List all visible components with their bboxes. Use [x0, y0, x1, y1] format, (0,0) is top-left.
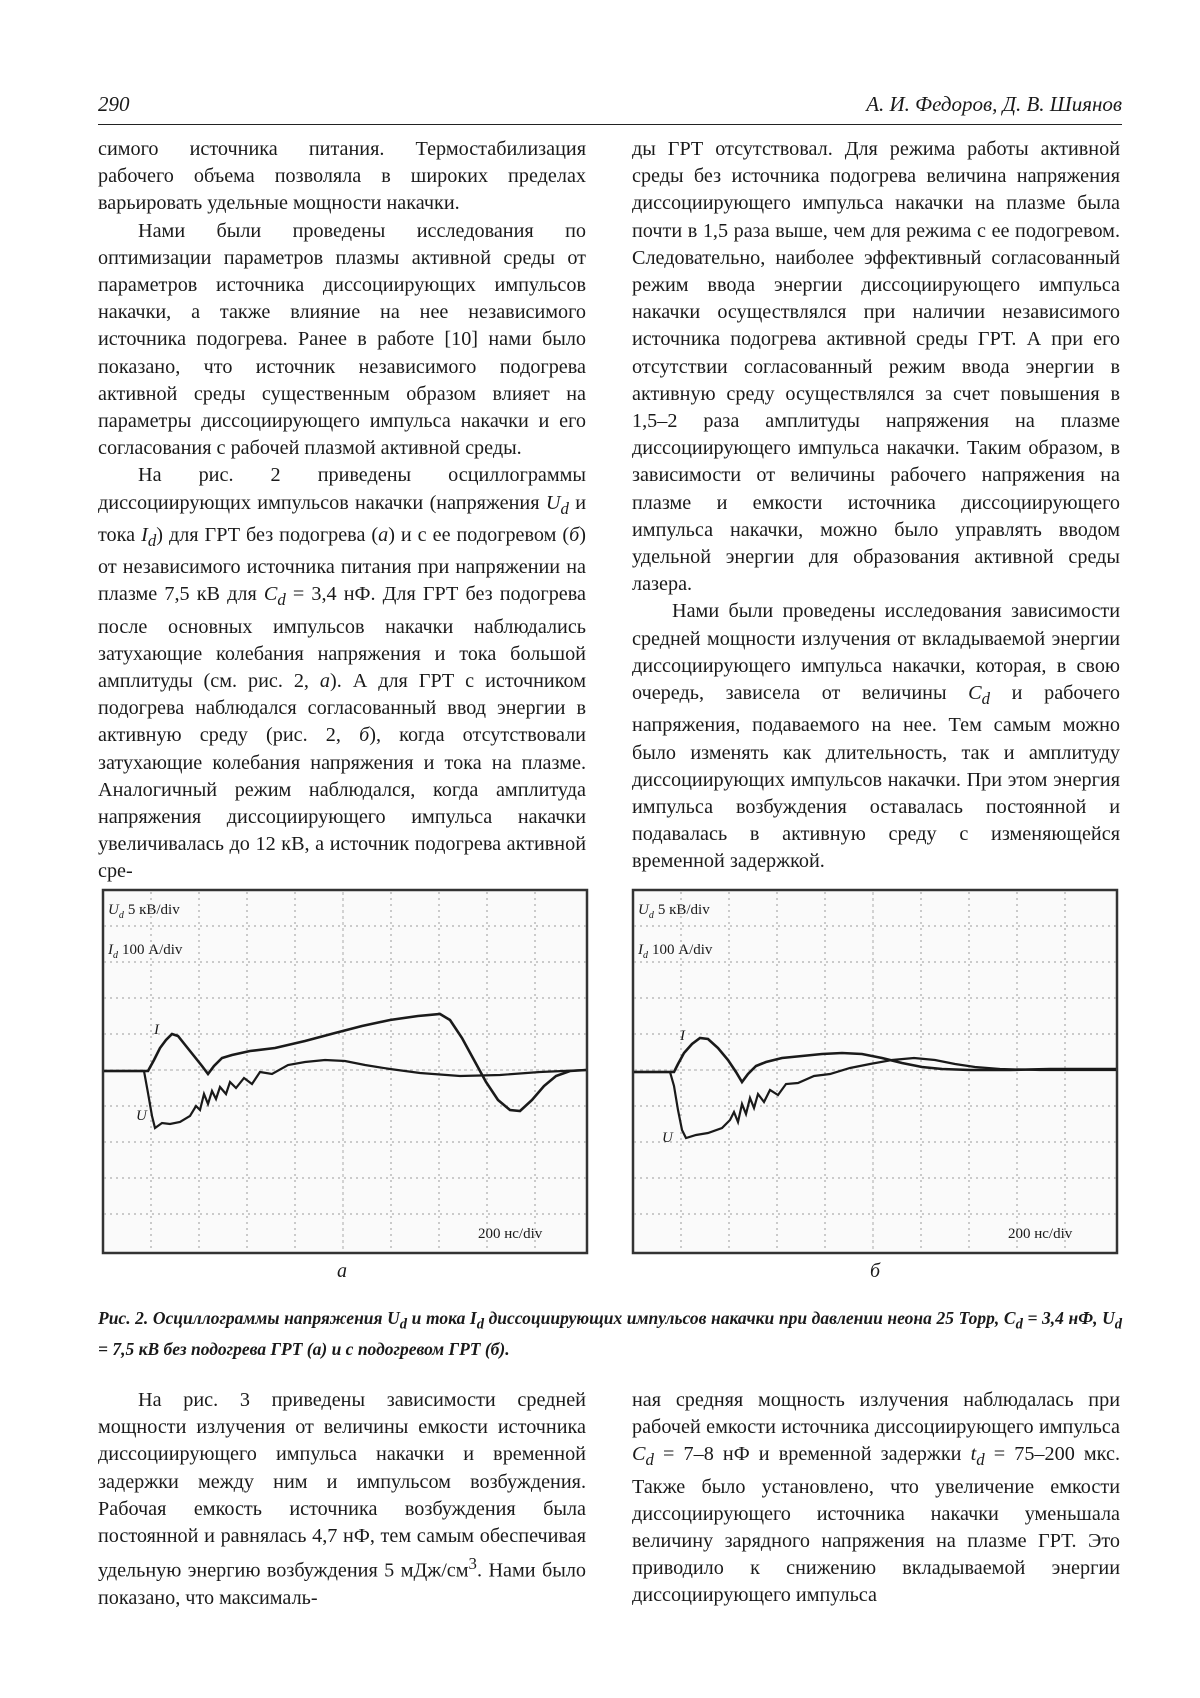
right-column-bottom — [632, 1387, 1120, 1610]
paragraph-fig2-intro: На рис. 2 приведены осциллограммы диссоциирующих импульсов накачки (напряжения $U_d$ и тока $I_d$) для ГРТ без подогрева (а) и с ее подогревом (б) от независимого источника питания при напряжении на плазме 7,5 кВ для $C_d = 3,4$ нФ. Для ГРТ без подогрева после основных импульсов накачки наблюдались затухающие колебания напряжения и тока большой амплитуды (см. рис. 2, а). А для ГРТ с источником подогрева наблюдался согласованный ввод энергии в активную среду (рис. 2, б), когда отсутствовали затухающие колебания напряжения и тока на плазме. Аналогичный режим наблюдался, когда амплитуда напряжения диссоциирующего импульса накачки увеличивалась до 12 кВ, а источник подогрева активной сре- — [98, 464, 586, 883]
paragraph: ды ГРТ отсутствовал. Для режима работы активной среды без источника подогрева величина напряжения диссоциирующего импульса накачки на плазме была почти в 1,5 раза выше, чем для режима с ее подогревом. Следовательно, наиболее эффективный согласованный режим ввода энергии диссоциирующего импульса накачки осуществлялся при наличии независимого источника подогрева активной среды ГРТ. А при его отсутствии согласованный режим ввода энергии в активную среду осуществлялся за счет повышения в 1,5–2 раза амплитуды напряжения на плазме диссоциирующего импульса накачки. Таким образом, в зависимости от величины рабочего напряжения на плазме и емкости источника диссоциирующего импульса накачки, можно было управлять вводом удельной энергии для образования активной среды лазера. — [632, 138, 1120, 596]
i-scale-label: $I_d$ 100 А/div — [638, 942, 713, 961]
i-scale-label: $I_d$ 100 А/div — [108, 942, 183, 961]
curve-label-i: I — [680, 1028, 685, 1044]
page-number: 290 — [98, 92, 130, 116]
time-scale-label: 200 нс/div — [1008, 1226, 1073, 1242]
paragraph: Нами были проведены исследования зависимости средней мощности излучения от вкладываемой энергии диссоциирующего импульса накачки, которая, в свою очередь, зависела от величины $C_d$ и рабочего напряжения, подаваемого на нее. Тем самым можно было изменять как длительность, так и амплитуду диссоциирующих импульсов накачки. При этом энергия импульса возбуждения оставалась постоянной и подавалась в активную среду с изменяющейся временной задержкой. — [632, 600, 1120, 873]
figure-caption: Рис. 2. Осциллограммы напряжения $U_d$ и тока $I_d$ диссоциирующих импульсов накачки при давлении неона 25 Торр, $C_d = 3,4$ нФ, $U_d = 7,5$ кВ без подогрева ГРТ (а) и с подогревом ГРТ (б). — [98, 1308, 1122, 1359]
left-column-bottom — [98, 1387, 586, 1612]
figure-label-b: б — [870, 1260, 881, 1282]
figure-label-a: а — [337, 1260, 347, 1282]
paragraph: Нами были проведены исследования по оптимизации параметров плазмы активной среды от параметров источника диссоциирующих импульсов накачки, а также влияние на нее независимого источника подогрева. Ранее в работе [10] нами было показано, что источник независимого подогрева активной среды существенным образом влияет на параметры диссоциирующего импульса накачки и его согласования с рабочей плазмой активной среды. — [98, 219, 586, 460]
left-column-top — [98, 136, 586, 886]
running-authors: А. И. Федоров, Д. В. Шиянов — [866, 92, 1122, 116]
oscillogram-b — [630, 888, 1120, 1256]
oscillogram-a — [100, 888, 590, 1256]
u-scale-label: $U_d$ 5 кВ/div — [108, 902, 180, 921]
paragraph: ная средняя мощность излучения наблюдалась при рабочей емкости источника диссоциирующего импульса $C_d = 7-8$ нФ и временной задержки $t_d = 75-200$ мкс. Также было установлено, что увеличение емкости диссоциирующего источника накачки уменьшала величину зарядного напряжения на плазме ГРТ. Это приводило к снижению вкладываемой энергии диссоциирующего импульса — [632, 1389, 1120, 1607]
curve-label-u: U — [136, 1108, 147, 1124]
curve-label-i: I — [154, 1022, 159, 1038]
paragraph: симого источника питания. Термостабилизация рабочего объема позволяла в широких пределах варьировать удельные мощности накачки. — [98, 138, 586, 215]
time-scale-label: 200 нс/div — [478, 1226, 543, 1242]
u-scale-label: $U_d$ 5 кВ/div — [638, 902, 710, 921]
right-column-top — [632, 136, 1120, 876]
header-rule — [98, 124, 1122, 125]
running-header — [98, 92, 1122, 124]
paragraph-fig3-intro: На рис. 3 приведены зависимости средней мощности излучения от величины емкости источника диссоциирующего импульса накачки и временной задержки между ним и импульсом возбуждения. Рабочая емкость источника возбуждения была постоянной и равнялась 4,7 нФ, тем самым обеспечивая удельную энергию возбуждения 5 мДж/$см^3$. Нами было показано, что максималь- — [98, 1389, 587, 1610]
curve-label-u: U — [662, 1130, 673, 1146]
